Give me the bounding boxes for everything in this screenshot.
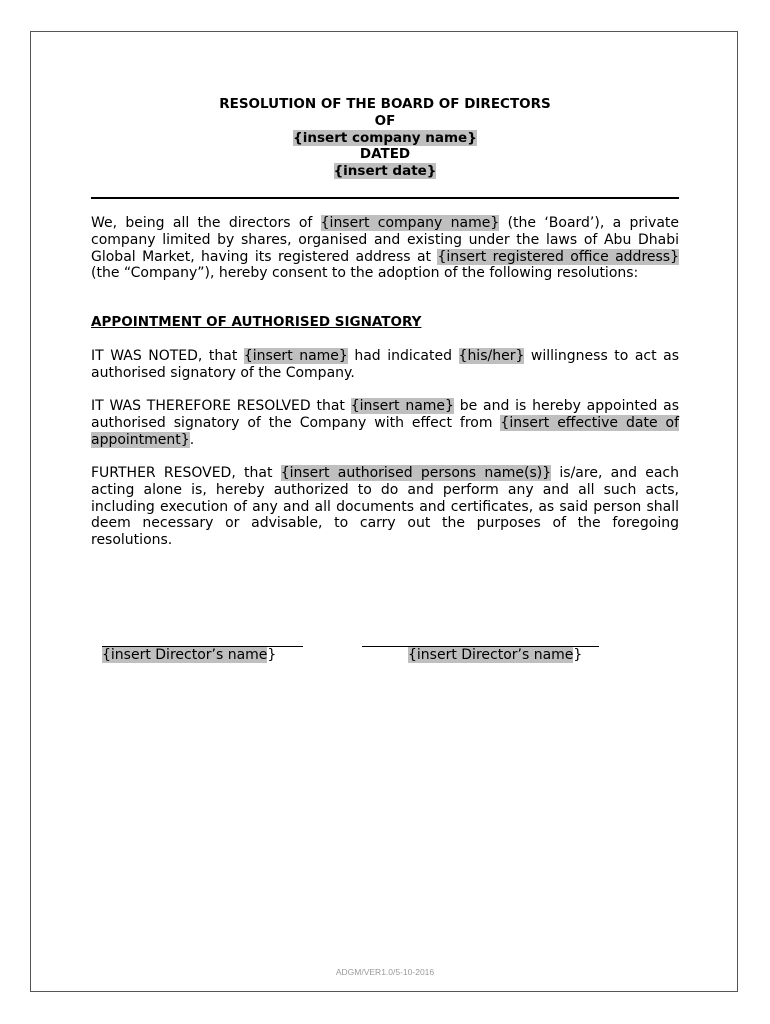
- intro-paragraph: [91, 215, 679, 282]
- intro-text-3: (the “Company”), hereby consent to the adoption of the following resolutions:: [91, 265, 639, 282]
- resolved-name-placeholder: {insert name}: [350, 398, 454, 414]
- version-footer: ADGM/VER1.0/5-10-2016: [335, 967, 435, 977]
- intro-text-1: We, being all the directors of: [91, 215, 321, 231]
- noted-text-1: IT WAS NOTED, that: [91, 348, 244, 364]
- title-rule: [91, 197, 679, 199]
- noted-pronoun-placeholder: {his/her}: [458, 348, 525, 364]
- resolved-text-2: be and is hereby appointed as authorised signatory of the Company with effect from: [91, 398, 679, 431]
- director-name-right-placeholder: {insert Director’s name: [408, 647, 574, 663]
- title-date-line: [91, 163, 679, 180]
- title-date-placeholder: {insert date}: [333, 163, 437, 180]
- title-company-placeholder: {insert company name}: [293, 129, 477, 146]
- resolved-paragraph: [91, 398, 679, 448]
- intro-text-2: (the ‘Board’), a private company limited by shares, organised and existing under the laws of Abu Dhabi Global Market, having its registered address at: [91, 215, 680, 265]
- resolved-text-1: IT WAS THEREFORE RESOLVED that: [91, 398, 351, 414]
- director-name-left-brace: }: [267, 647, 277, 663]
- noted-text-2: had indicated: [347, 348, 459, 364]
- further-names-placeholder: {insert authorised persons name(s)}: [280, 465, 552, 481]
- further-paragraph: [91, 465, 679, 549]
- document-title: [91, 96, 679, 180]
- intro-address-placeholder: {insert registered office address}: [437, 248, 679, 265]
- intro-company-placeholder: {insert company name}: [320, 215, 500, 231]
- title-line-4: DATED: [359, 146, 411, 163]
- director-name-left-placeholder: {insert Director’s name: [102, 647, 268, 663]
- section-heading: APPOINTMENT OF AUTHORISED SIGNATORY: [91, 314, 422, 330]
- director-name-right: [408, 647, 582, 664]
- title-company-line: [91, 130, 679, 147]
- resolved-date-placeholder: {insert effective date of appointment}: [91, 414, 679, 448]
- further-text-2: is/are, and each acting alone is, hereby authorized to do and perform any and all such acts, including execution of any and all documents and certificates, as said person shall deem necessary or advisable, to carry out the purposes of the foregoing resolutions.: [91, 465, 679, 549]
- director-name-left: [102, 647, 276, 664]
- noted-text-3: willingness to act as authorised signatory of the Company.: [91, 348, 679, 381]
- further-text-1: FURTHER RESOVED, that: [91, 465, 281, 481]
- noted-paragraph: [91, 348, 679, 382]
- resolved-text-3: .: [189, 431, 195, 448]
- noted-name-placeholder: {insert name}: [243, 348, 348, 364]
- director-name-right-brace: }: [573, 647, 583, 663]
- title-line-1: RESOLUTION OF THE BOARD OF DIRECTORS: [219, 96, 551, 112]
- title-line-2: OF: [374, 112, 396, 129]
